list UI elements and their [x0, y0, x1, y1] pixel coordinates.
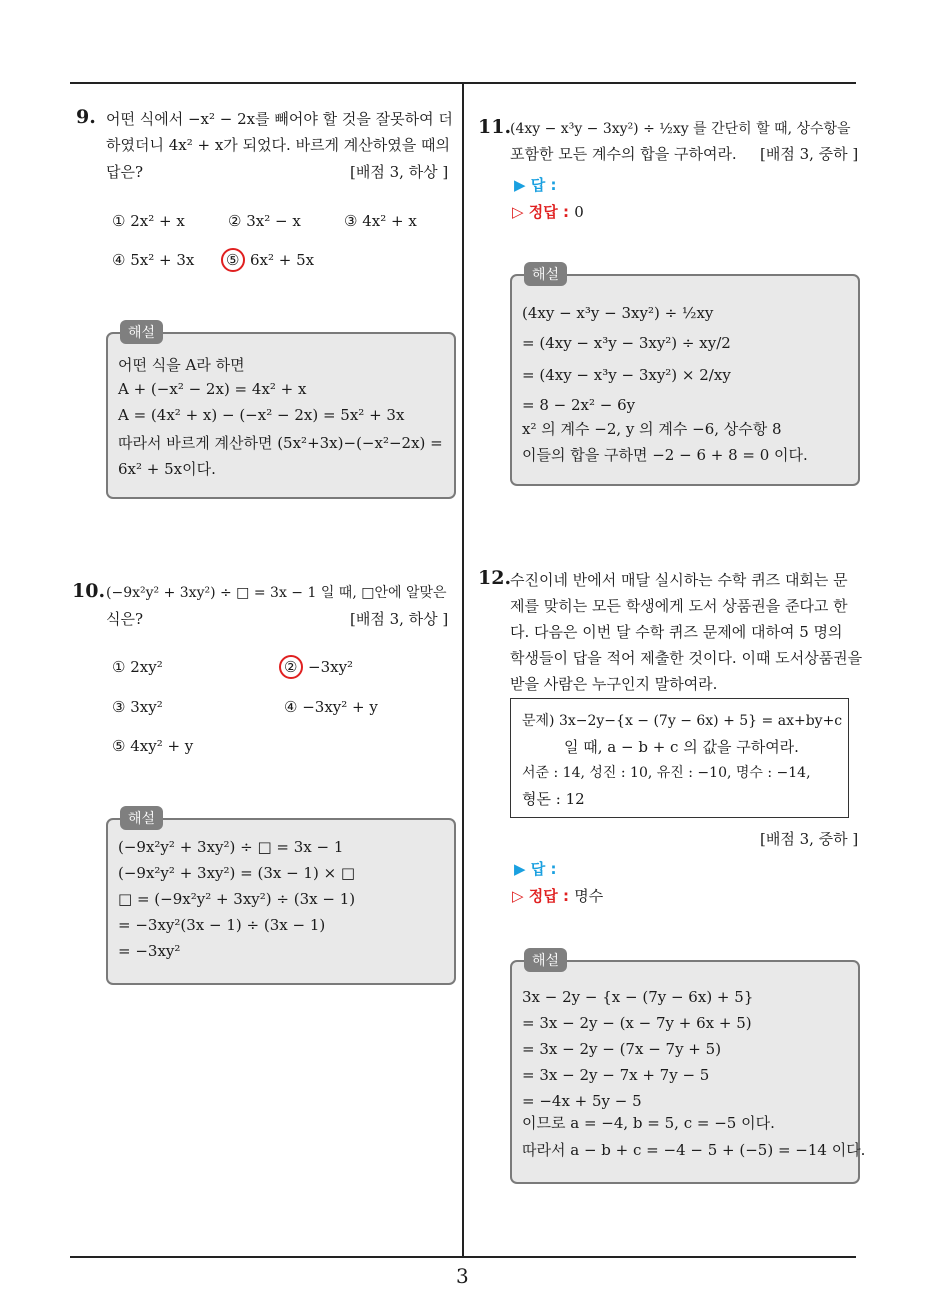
bottom-rule — [70, 1256, 856, 1258]
q12-solution-line-1: 3x − 2y − {x − (7y − 6x) + 5} — [522, 988, 754, 1006]
q9-choice-5[interactable]: 6x² + 5x — [250, 251, 315, 269]
q11-answer-label: ▶ 답 : — [514, 176, 557, 194]
question-11-line-1: (4xy − x³y − 3xy²) ÷ ½xy 를 간단히 할 때, 상수항을 — [510, 121, 851, 137]
question-11-number: 11. — [478, 116, 512, 138]
q12-correct-label: ▷ 정답 : — [512, 887, 569, 905]
q10-solution-line-5: = −3xy² — [118, 942, 181, 960]
q11-solution-line-4: = 8 − 2x² − 6y — [522, 396, 636, 414]
q11-solution-line-6: 이들의 합을 구하면 −2 − 6 + 8 = 0 이다. — [522, 446, 808, 464]
q9-solution-line-3: A = (4x² + x) − (−x² − 2x) = 5x² + 3x — [118, 406, 405, 424]
question-9-line-2: 하였더니 4x² + x가 되었다. 바르게 계산하였을 때의 — [106, 136, 451, 154]
question-12-line-3: 다. 다음은 이번 달 수학 퀴즈 문제에 대하여 5 명의 — [510, 623, 843, 641]
q9-solution-tag: 해설 — [120, 320, 163, 344]
q10-choice-2[interactable]: −3xy² — [308, 658, 354, 676]
q12-solution-line-2: = 3x − 2y − (x − 7y + 6x + 5) — [522, 1014, 752, 1032]
question-10-line-2: 식은? — [106, 610, 144, 628]
q12-answer-label: ▶ 답 : — [514, 860, 557, 878]
question-10-number: 10. — [72, 580, 106, 602]
q9-choice-3[interactable]: ③ 4x² + x — [344, 212, 417, 230]
q9-solution-line-2: A + (−x² − 2x) = 4x² + x — [118, 380, 307, 398]
q10-solution-line-2: (−9x²y² + 3xy²) = (3x − 1) × □ — [118, 864, 356, 882]
q12-box-line-3: 서준 : 14, 성진 : 10, 유진 : −10, 명수 : −14, — [522, 765, 811, 781]
q12-solution-line-3: = 3x − 2y − (7x − 7y + 5) — [522, 1040, 722, 1058]
q10-choice-5[interactable]: ⑤ 4xy² + y — [112, 737, 194, 755]
q10-choice-4[interactable]: ④ −3xy² + y — [284, 698, 378, 716]
q11-correct-row — [512, 201, 584, 222]
q11-solution-tag: 해설 — [524, 262, 567, 286]
question-10-line-1: (−9x²y² + 3xy²) ÷ □ = 3x − 1 일 때, □안에 알맞은 — [106, 585, 447, 601]
q11-solution-line-3: = (4xy − x³y − 3xy²) × 2/xy — [522, 366, 731, 384]
q10-solution-line-1: (−9x²y² + 3xy²) ÷ □ = 3x − 1 — [118, 838, 344, 856]
q12-box-line-2: 일 때, a − b + c 의 값을 구하여라. — [564, 738, 799, 756]
q11-correct-value: 0 — [574, 203, 584, 221]
question-9-line-1: 어떤 식에서 −x² − 2x를 빼어야 할 것을 잘못하여 더 — [106, 110, 453, 128]
q11-solution-line-1: (4xy − x³y − 3xy²) ÷ ½xy — [522, 304, 714, 322]
q10-choice-3[interactable]: ③ 3xy² — [112, 698, 163, 716]
question-11-score: [배점 3, 중하 ] — [760, 145, 859, 163]
q12-solution-line-5: = −4x + 5y − 5 — [522, 1092, 642, 1110]
question-12-line-5: 받을 사람은 누구인지 말하여라. — [510, 675, 718, 693]
q12-correct-value: 명수 — [574, 887, 604, 905]
column-divider — [462, 82, 464, 1258]
question-12-line-4: 학생들이 답을 적어 제출한 것이다. 이때 도서상품권을 — [510, 649, 863, 667]
question-9-line-3: 답은? — [106, 163, 144, 181]
page-number: 3 — [456, 1264, 469, 1288]
q9-choice-4[interactable]: ④ 5x² + 3x — [112, 251, 195, 269]
question-12-score: [배점 3, 중하 ] — [760, 830, 859, 848]
question-9-score: [배점 3, 하상 ] — [350, 163, 449, 181]
q12-correct-row — [512, 885, 603, 906]
q12-box-line-1: 문제) 3x−2y−{x − (7y − 6x) + 5} = ax+by+c — [522, 713, 843, 729]
q12-solution-line-6: 이므로 a = −4, b = 5, c = −5 이다. — [522, 1114, 775, 1132]
q9-solution-line-5: 6x² + 5x이다. — [118, 460, 216, 478]
q10-choice-1[interactable]: ① 2xy² — [112, 658, 163, 676]
q12-solution-tag: 해설 — [524, 948, 567, 972]
q11-solution-line-5: x² 의 계수 −2, y 의 계수 −6, 상수항 8 — [522, 420, 782, 438]
q12-solution-line-7: 따라서 a − b + c = −4 − 5 + (−5) = −14 이다. — [522, 1141, 866, 1159]
q12-box-line-4: 형돈 : 12 — [522, 790, 585, 808]
question-11-line-2: 포함한 모든 계수의 합을 구하여라. — [510, 145, 737, 163]
q10-solution-tag: 해설 — [120, 806, 163, 830]
q11-correct-label: ▷ 정답 : — [512, 203, 569, 221]
q10-solution-line-3: □ = (−9x²y² + 3xy²) ÷ (3x − 1) — [118, 890, 356, 908]
q9-choice-1[interactable]: ① 2x² + x — [112, 212, 185, 230]
q12-solution-line-4: = 3x − 2y − 7x + 7y − 5 — [522, 1066, 710, 1084]
q11-solution-line-2: = (4xy − x³y − 3xy²) ÷ xy/2 — [522, 334, 731, 352]
question-12-line-1: 수진이네 반에서 매달 실시하는 수학 퀴즈 대회는 문 — [510, 571, 848, 589]
q10-solution-line-4: = −3xy²(3x − 1) ÷ (3x − 1) — [118, 916, 326, 934]
question-12-line-2: 제를 맞히는 모든 학생에게 도서 상품권을 준다고 한 — [510, 597, 848, 615]
question-12-number: 12. — [478, 567, 512, 589]
q9-choice-5-mark[interactable]: ⑤ — [226, 251, 240, 269]
q9-solution-line-4: 따라서 바르게 계산하면 (5x²+3x)−(−x²−2x) = — [118, 434, 443, 452]
question-9-number: 9. — [76, 106, 96, 128]
question-10-score: [배점 3, 하상 ] — [350, 610, 449, 628]
q9-solution-line-1: 어떤 식을 A라 하면 — [118, 356, 245, 374]
q9-choice-2[interactable]: ② 3x² − x — [228, 212, 301, 230]
q10-choice-2-mark[interactable]: ② — [284, 658, 298, 676]
